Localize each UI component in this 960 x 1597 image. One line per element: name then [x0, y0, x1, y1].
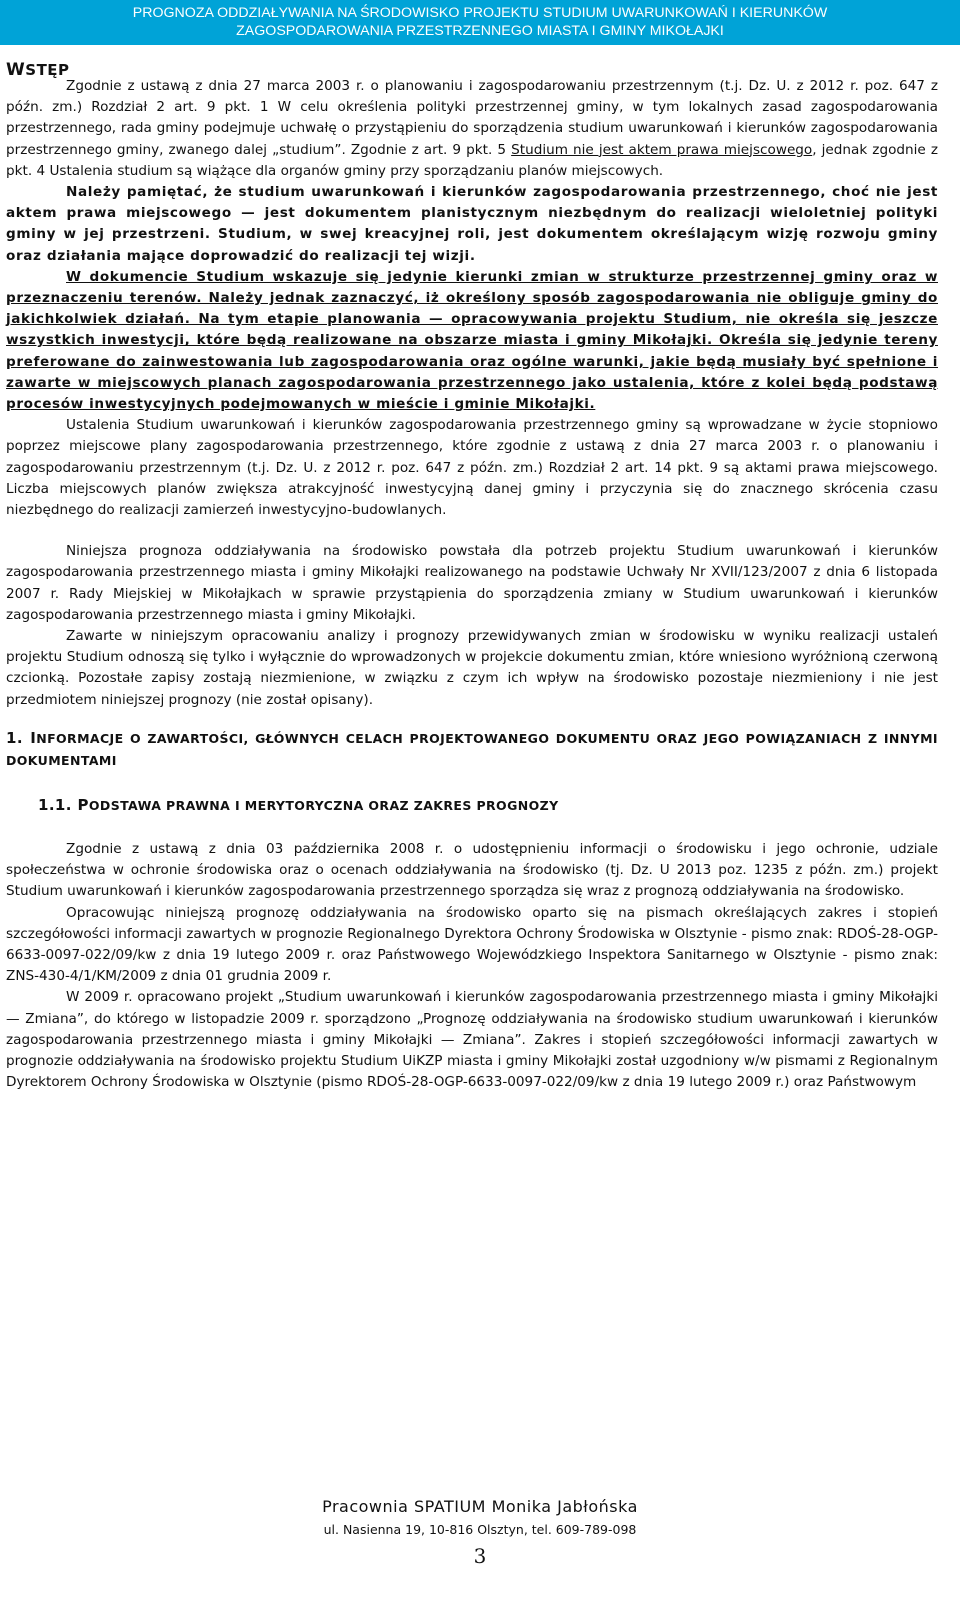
footer-company: Pracownia SPATIUM Monika Jabłońska [322, 1497, 638, 1516]
footer-address: ul. Nasienna 19, 10-816 Olsztyn, tel. 609-789-098 [323, 1522, 637, 1537]
intro-paragraph-6: Zawarte w niniejszym opracowaniu analizy i prognozy przewidywanych zmian w środowisku w wyniku realizacji ustaleń projektu Studium odnoszą się tylko i wyłącznie do wprowadzonych w projekcie dokumentu zmian, które wniesiono wyróżnioną czerwoną czcionką. Pozostałe zapisy zostają niezmienione, w związku z czym ich wpływ na środowisko pozostaje niezmieniony i nie jest przedmiotem niniejszej prognozy (nie został opisany). [6, 628, 938, 708]
heading-1-1-text: ODSTAWA PRAWNA I MERYTORYCZNA ORAZ ZAKRES PROGNOZY [88, 797, 559, 813]
running-header [0, 0, 960, 45]
section-title-initial: W [6, 60, 26, 80]
section-title-rest: STĘP [25, 61, 70, 79]
heading-1 [6, 727, 938, 772]
section-paragraph-2: Opracowując niniejszą prognozę oddziaływania na środowisko oparto się na pismach określających zakres i stopień szczegółowości informacji zawartych w prognozie Regionalnego Dyrektora Ochrony Środowiska w Olsztynie - pismo znak: RDOŚ-28-OGP-6633-0097-022/09/kw z dnia 19 lutego 2009 r. oraz Państwowego Wojewódzkiego Inspektora Sanitarnego w Olsztynie - pismo znak: ZNS-430-4/1/KM/2009 z dnia 01 grudnia 2009 r. [6, 904, 938, 985]
section-paragraph-1: Zgodnie z ustawą z dnia 03 października 2008 r. o udostępnieniu informacji o środowisku i jego ochronie, udziale społeczeństwa w ochronie środowiska oraz o ocenach oddziaływania na środowisko (tj. Dz. U 2013 poz. 1235 z późn. zm.) projekt Studium uwarunkowań i kierunków zagospodarowania przestrzennego sporządza się wraz z prognozą oddziaływania na środowisko. [6, 840, 938, 900]
intro-paragraph-2: Należy pamiętać, że studium uwarunkowań i kierunków zagospodarowania przestrzennego, choć nie jest aktem prawa miejscowego — jest dokumentem planistycznym niezbędnym do realizacji wieloletniej polityki gminy w jej przestrzeni. Studium, w swej kreacyjnej roli, jest dokumentem określającym wizję rozwoju gminy oraz działania mające doprowadzić do realizacji tej wizji. [6, 184, 938, 264]
heading-1-text: NFORMACJE O ZAWARTOŚCI, GŁÓWNYCH CELACH PROJEKTOWANEGO DOKUMENTU ORAZ JEGO POWIĄZANIACH Z INNYMI DOKUMENTAMI [6, 730, 938, 768]
heading-1-number: 1. I [6, 728, 37, 747]
main-content [6, 76, 938, 1093]
intro-p1-text: Zgodnie z ustawą z dnia 27 marca 2003 r. o planowaniu i zagospodarowaniu przestrzennym (t.j. Dz. U. z 2012 r. poz. 647 z późn. zm.) Rozdział 2 art. 9 pkt. 1 W celu określenia polityki przestrzennej gminy, w tym lokalnych zasad zagospodarowania przestrzennego, rada gminy podejmuje uchwałę o przystąpieniu do sporządzenia studium uwarunkowań i kierunków zagospodarowania przestrzennego gminy, zwanego dalej „studium”. Zgodnie z art. 9 pkt. 5 [6, 78, 938, 158]
intro-p1-end: , jednak zgodnie z pkt. 4 Ustalenia studium są wiążące dla organów gminy przy sporządzaniu planów miejscowych. [6, 141, 938, 179]
section-paragraph-3: W 2009 r. opracowano projekt „Studium uwarunkowań i kierunków zagospodarowania przestrzennego miasta i gminy Mikołajki — Zmiana”, do którego w listopadzie 2009 r. sporządzono „Prognozę oddziaływania na środowisko studium uwarunkowań i kierunków zagospodarowania przestrzennego miasta i gminy Mikołajki — Zmiana”. Zakres i stopień szczegółowości informacji zawartych w prognozie oddziaływania na środowisko projektu Studium UiKZP miasta i gminy Mikołajki został uzgodniony w/w pismami z Regionalnym Dyrektorem Ochrony Środowiska w Olsztynie (pismo RDOŚ-28-OGP-6633-0097-022/09/kw z dnia 19 lutego 2009 r.) oraz Państwowym [6, 989, 938, 1091]
header-line-1: PROGNOZA ODDZIAŁYWANIA NA ŚRODOWISKO PROJEKTU STUDIUM UWARUNKOWAŃ I KIERUNKÓW [132, 5, 828, 21]
heading-1-1 [38, 794, 938, 817]
paragraph-gap [6, 521, 938, 541]
header-line-2: ZAGOSPODAROWANIA PRZESTRZENNEGO MIASTA I GMINY MIKOŁAJKI [236, 23, 724, 39]
intro-paragraph-1 [6, 76, 938, 182]
intro-paragraph-5: Niniejsza prognoza oddziaływania na środowisko powstała dla potrzeb projektu Studium uwarunkowań i kierunków zagospodarowania przestrzennego miasta i gminy Mikołajki realizowanego na podstawie Uchwały Nr XVII/123/2007 z dnia 6 listopada 2007 r. Rady Miejskiej w Mikołajkach w sprawie przystąpienia do sporządzenia zmiany w Studium uwarunkowań i kierunków zagospodarowania przestrzennego miasta i gminy Mikołajki. [6, 543, 938, 623]
heading-1-1-number: 1.1. P [38, 795, 89, 814]
intro-paragraph-4: Ustalenia Studium uwarunkowań i kierunków zagospodarowania przestrzennego gminy są wprowadzane w życie stopniowo poprzez miejscowe plany zagospodarowania przestrzennego, które zgodnie z ustawą z dnia 27 marca 2003 r. o planowaniu i zagospodarowaniu przestrzennym (t.j. Dz. U. z 2012 r. poz. 647 z późn. zm.) Rozdział 2 art. 14 pkt. 9 są aktami prawa miejscowego. Liczba miejscowych planów zwiększa atrakcyjność inwestycyjną danej gminy i przyczynia się do znacznego skrócenia czasu niezbędnego do realizacji zamierzeń inwestycyjno-budowlanych. [6, 417, 938, 519]
intro-paragraph-3: W dokumencie Studium wskazuje się jedynie kierunki zmian w strukturze przestrzennej gminy oraz w przeznaczeniu terenów. Należy jednak zaznaczyć, iż określony sposób zagospodarowania nie obliguje gminy do jakichkolwiek działań. Na tym etapie planowania — opracowywania projektu Studium, nie określa się jeszcze wszystkich inwestycji, które będą realizowane na obszarze miasta i gminy Mikołajki. Określa się jedynie tereny preferowane do zainwestowania lub zagospodarowania oraz ogólne warunki, jakie będą musiały być spełnione i zawarte w miejscowych planach zagospodarowania przestrzennego jako ustalenia, które z kolei będą podstawą procesów inwestycyjnych podejmowanych w mieście i gminie Mikołajki. [6, 268, 938, 413]
intro-p1-underlined: Studium nie jest aktem prawa miejscowego [511, 141, 813, 158]
page-number: 3 [473, 1544, 487, 1568]
